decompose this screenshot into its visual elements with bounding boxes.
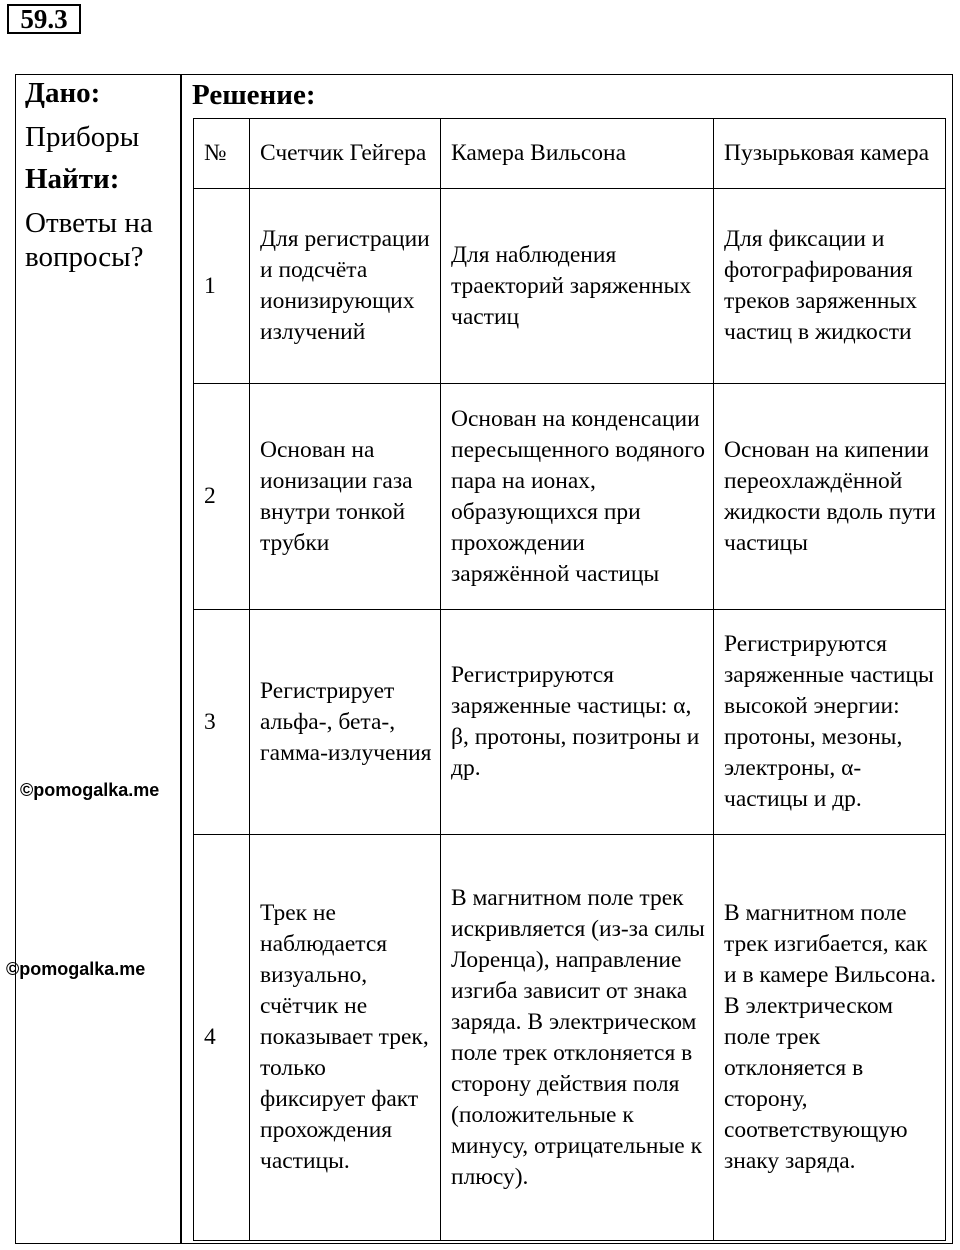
watermark: ©pomogalka.me [6, 959, 146, 979]
cell-geiger: Регистрирует альфа-, бета-, гамма-излучения [250, 610, 441, 835]
header-bubble-chamber: Пузырьковая камера [714, 119, 946, 189]
cell-bubble: Основан на кипении переохлаждённой жидкости вдоль пути частицы [714, 384, 946, 610]
header-wilson-chamber: Камера Вильсона [441, 119, 714, 189]
given-section [25, 76, 177, 274]
header-number: № [194, 119, 250, 189]
cell-geiger: Для регистрации и подсчёта ионизирующих излучений [250, 189, 441, 384]
find-label: Найти: [25, 163, 120, 195]
cell-wilson: Для наблюдения траекторий заряженных частиц [441, 189, 714, 384]
row-number: 2 [194, 384, 250, 610]
cell-wilson: В магнитном поле трек искривляется (из-за силы Лоренца), направление изгиба зависит от знака заряда. В электрическом поле трек отклоняется в сторону действия поля (положительные к минусу, отрицательные к плюсу). [441, 835, 714, 1241]
table-row [194, 610, 946, 835]
cell-bubble: В магнитном поле трек изгибается, как и в камере Вильсона. В электрическом поле трек отклоняется в сторону, соответствующую знаку заряда. [714, 835, 946, 1241]
header-geiger-counter: Счетчик Гейгера [250, 119, 441, 189]
cell-bubble: Регистрируются заряженные частицы высокой энергии: протоны, мезоны, электроны, α-частицы и др. [714, 610, 946, 835]
cell-wilson: Основан на конденсации пересыщенного водяного пара на ионах, образующихся при прохождении заряжённой частицы [441, 384, 714, 610]
table-row [194, 384, 946, 610]
table-row [194, 835, 946, 1241]
solution-label: Решение: [192, 79, 316, 111]
watermark: ©pomogalka.me [20, 780, 160, 800]
column-divider [180, 74, 182, 1244]
find-text: Ответы на вопросы? [25, 207, 153, 273]
given-label: Дано: [25, 77, 101, 109]
cell-geiger: Основан на ионизации газа внутри тонкой трубки [250, 384, 441, 610]
table-header-row [194, 119, 946, 189]
row-number: 3 [194, 610, 250, 835]
problem-number: 59.3 [7, 4, 81, 34]
given-text: Приборы [25, 121, 140, 153]
comparison-table [193, 118, 946, 1241]
cell-wilson: Регистрируются заряженные частицы: α, β, протоны, позитроны и др. [441, 610, 714, 835]
row-number: 1 [194, 189, 250, 384]
table-row [194, 189, 946, 384]
cell-geiger: Трек не наблюдается визуально, счётчик не показывает трек, только фиксирует факт прохождения частицы. [250, 835, 441, 1241]
cell-bubble: Для фиксации и фотографирования треков заряженных частиц в жидкости [714, 189, 946, 384]
row-number: 4 [194, 835, 250, 1241]
